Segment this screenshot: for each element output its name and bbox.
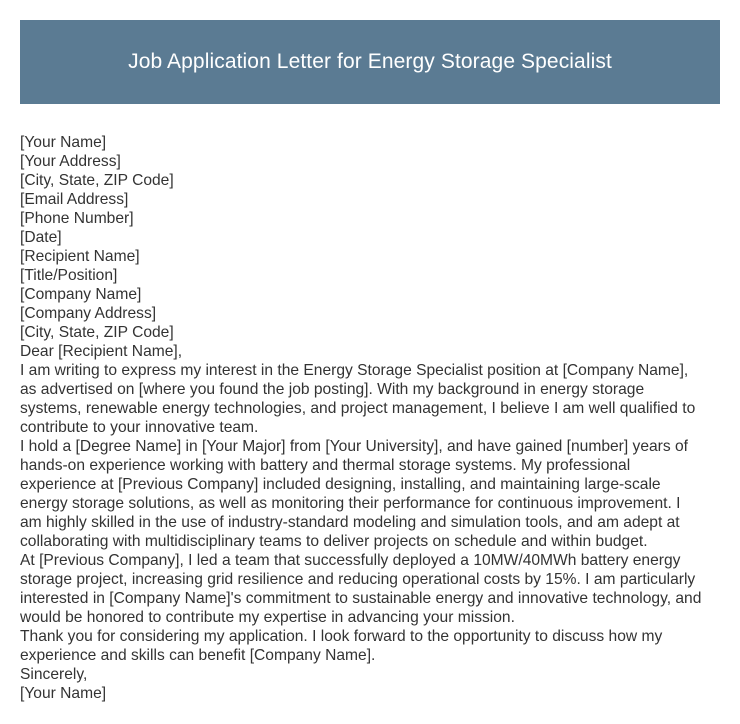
- paragraph-achievements: [20, 551, 724, 627]
- title-banner: [20, 20, 720, 104]
- letter-body: [20, 133, 724, 703]
- signature: [Your Name]: [20, 685, 107, 702]
- salutation: Dear [Recipient Name],: [20, 343, 183, 360]
- paragraph-intro: [20, 361, 724, 437]
- recipient-company: [Company Name]: [20, 286, 142, 303]
- paragraph-line: would be honored to contribute my expertise in advancing your mission.: [20, 609, 515, 626]
- page-title: Job Application Letter for Energy Storage Specialist: [128, 50, 612, 73]
- recipient-title: [Title/Position]: [20, 267, 118, 284]
- paragraph-line: storage project, increasing grid resilience and reducing operational costs by 15%. I am particularly: [20, 571, 696, 588]
- sender-name: [Your Name]: [20, 134, 107, 151]
- paragraph-line: interested in [Company Name]'s commitment to sustainable energy and innovative technology, and: [20, 590, 702, 607]
- paragraph-line: energy storage solutions, as well as monitoring their performance for continuous improvement. I: [20, 495, 681, 512]
- sender-phone: [Phone Number]: [20, 210, 134, 227]
- sender-city-state-zip: [City, State, ZIP Code]: [20, 172, 174, 189]
- paragraph-closing: [20, 627, 724, 665]
- paragraph-line: systems, renewable energy technologies, and project management, I believe I am well qualified to: [20, 400, 696, 417]
- letter-date: [Date]: [20, 229, 62, 246]
- sender-email: [Email Address]: [20, 191, 129, 208]
- recipient-address: [Company Address]: [20, 305, 157, 322]
- closing: Sincerely,: [20, 666, 88, 683]
- paragraph-line: am highly skilled in the use of industry-standard modeling and simulation tools, and am adept at: [20, 514, 680, 531]
- paragraph-line: At [Previous Company], I led a team that successfully deployed a 10MW/40MWh battery energy: [20, 552, 681, 569]
- paragraph-line: contribute to your innovative team.: [20, 419, 259, 436]
- paragraph-line: I am writing to express my interest in the Energy Storage Specialist position at [Company Name],: [20, 362, 689, 379]
- paragraph-qualifications: [20, 437, 724, 551]
- paragraph-line: as advertised on [where you found the job posting]. With my background in energy storage: [20, 381, 645, 398]
- recipient-city-state-zip: [City, State, ZIP Code]: [20, 324, 174, 341]
- sender-address: [Your Address]: [20, 153, 121, 170]
- sender-block: [20, 133, 724, 247]
- paragraph-line: experience at [Previous Company] included designing, installing, and maintaining large-scale: [20, 476, 661, 493]
- paragraph-line: hands-on experience working with battery and thermal storage systems. My professional: [20, 457, 631, 474]
- recipient-name: [Recipient Name]: [20, 248, 140, 265]
- paragraph-line: collaborating with multidisciplinary teams to deliver projects on schedule and within budget.: [20, 533, 648, 550]
- paragraph-line: Thank you for considering my application. I look forward to the opportunity to discuss how my: [20, 628, 663, 645]
- paragraph-line: experience and skills can benefit [Company Name].: [20, 647, 376, 664]
- paragraph-line: I hold a [Degree Name] in [Your Major] from [Your University], and have gained [number] years of: [20, 438, 688, 455]
- recipient-block: [20, 247, 724, 342]
